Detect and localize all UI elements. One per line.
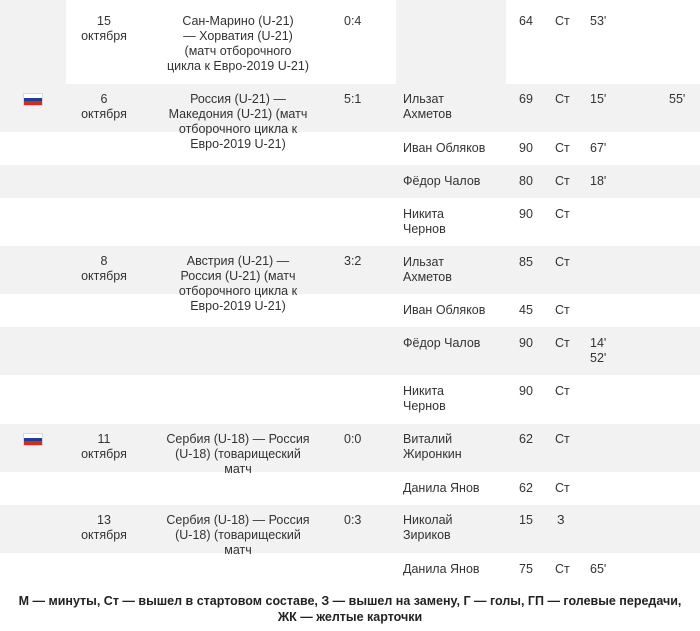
player-name: Фёдор Чалов — [403, 174, 481, 188]
player-status: Ст — [555, 432, 570, 446]
player-name: Ильзат Ахметов — [403, 92, 452, 121]
player-status: Ст — [555, 174, 570, 188]
legend-line: М — минуты, Ст — вышел в стартовом составе, З — вышел на замену, Г — голы, ГП — голевые передачи, — [18, 594, 682, 608]
player-goals: 14' 52' — [590, 336, 607, 365]
player-minutes: 85 — [519, 255, 533, 269]
match-score: 0:4 — [344, 14, 362, 28]
player-name: Иван Обляков — [403, 303, 486, 317]
player-minutes: 62 — [519, 432, 533, 446]
player-status: Ст — [555, 255, 570, 269]
player-minutes: 75 — [519, 562, 533, 576]
player-status: Ст — [555, 481, 570, 495]
player-goals: 67' — [590, 141, 607, 155]
player-name: Николай Зириков — [403, 513, 453, 542]
player-minutes: 45 — [519, 303, 533, 317]
player-status: Ст — [555, 92, 570, 106]
player-minutes: 80 — [519, 174, 533, 188]
player-minutes: 62 — [519, 481, 533, 495]
match-date: 8 октября — [81, 254, 127, 283]
player-minutes: 90 — [519, 141, 533, 155]
player-goals: 53' — [590, 14, 607, 28]
player-goals: 15' — [590, 92, 607, 106]
player-minutes: 69 — [519, 92, 533, 106]
player-assists: 55' — [669, 92, 686, 106]
stats-cell — [506, 0, 700, 84]
player-name: Виталий Жиронкин — [403, 432, 462, 461]
match-date: 13 октября — [81, 513, 127, 542]
player-minutes: 64 — [519, 14, 533, 28]
match-name: Сербия (U-18) — Россия (U-18) (товарищеский матч — [166, 432, 310, 476]
match-name: Сербия (U-18) — Россия (U-18) (товарищеский матч — [166, 513, 310, 557]
player-name: Данила Янов — [403, 562, 480, 576]
match-date: 11 октября — [81, 432, 127, 461]
player-name: Иван Обляков — [403, 141, 486, 155]
player-name: Никита Чернов — [403, 207, 446, 236]
player-minutes: 90 — [519, 384, 533, 398]
player-status: Ст — [555, 14, 570, 28]
player-status: Ст — [555, 336, 570, 350]
player-status: Ст — [555, 303, 570, 317]
player-minutes: 15 — [519, 513, 533, 527]
match-date: 6 октября — [81, 92, 127, 121]
player-status: Ст — [555, 207, 570, 221]
player-goals: 18' — [590, 174, 607, 188]
match-score: 3:2 — [344, 254, 362, 268]
match-score: 0:0 — [344, 432, 362, 446]
match-score: 5:1 — [344, 92, 362, 106]
russia-flag-icon — [23, 93, 43, 106]
player-name: Фёдор Чалов — [403, 336, 481, 350]
match-name: Россия (U-21) — Македония (U-21) (матч отборочного цикла к Евро-2019 U-21) — [168, 92, 308, 151]
match-score: 0:3 — [344, 513, 362, 527]
player-name: Никита Чернов — [403, 384, 446, 413]
row-band — [396, 0, 506, 84]
legend — [0, 593, 700, 625]
player-status: Ст — [555, 384, 570, 398]
player-name: Данила Янов — [403, 481, 480, 495]
row-band — [0, 0, 66, 84]
player-goals: 65' — [590, 562, 607, 576]
legend-line: ЖК — желтые карточки — [277, 610, 423, 624]
player-name: Ильзат Ахметов — [403, 255, 452, 284]
player-status: Ст — [555, 562, 570, 576]
player-minutes: 90 — [519, 336, 533, 350]
match-date: 15 октября — [81, 14, 127, 43]
player-status: З — [557, 513, 565, 527]
match-name: Сан-Марино (U-21) — Хорватия (U-21) (матч отборочного цикла к Евро-2019 U-21) — [167, 14, 309, 73]
player-minutes: 90 — [519, 207, 533, 221]
russia-flag-icon — [23, 433, 43, 446]
player-status: Ст — [555, 141, 570, 155]
match-name: Австрия (U-21) — Россия (U-21) (матч отборочного цикла к Евро-2019 U-21) — [178, 254, 298, 313]
